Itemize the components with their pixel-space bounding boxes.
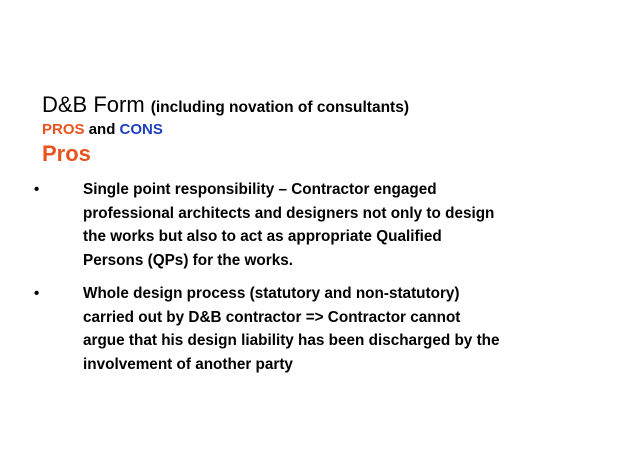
bullet-line: Persons (QPs) for the works. bbox=[83, 251, 293, 269]
bullet-line: Whole design process (statutory and non-statutory) bbox=[83, 285, 460, 302]
title-main: D&B Form bbox=[42, 92, 145, 117]
pros-and-cons-subtitle bbox=[42, 121, 163, 138]
bullet-item bbox=[34, 282, 614, 376]
bullet-list bbox=[34, 178, 614, 386]
slide-title bbox=[42, 92, 409, 118]
bullet-item bbox=[34, 178, 614, 272]
bullet-marker: • bbox=[34, 285, 40, 302]
bullet-line: professional architects and designers not only to design bbox=[83, 204, 495, 222]
bullet-line: Single point responsibility – Contractor engaged bbox=[83, 181, 437, 198]
bullet-line: carried out by D&B contractor => Contractor cannot bbox=[83, 308, 461, 326]
cons-label: CONS bbox=[119, 121, 163, 138]
bullet-line: the works but also to act as appropriate Qualified bbox=[83, 228, 442, 245]
and-label: and bbox=[88, 121, 116, 138]
bullet-line: argue that his design liability has been discharged by the bbox=[83, 332, 500, 349]
bullet-marker: • bbox=[34, 181, 40, 198]
bullet-line: involvement of another party bbox=[83, 355, 293, 373]
pros-label: PROS bbox=[42, 121, 85, 138]
section-heading-pros: Pros bbox=[42, 141, 91, 166]
title-subtext: (including novation of consultants) bbox=[150, 99, 410, 116]
